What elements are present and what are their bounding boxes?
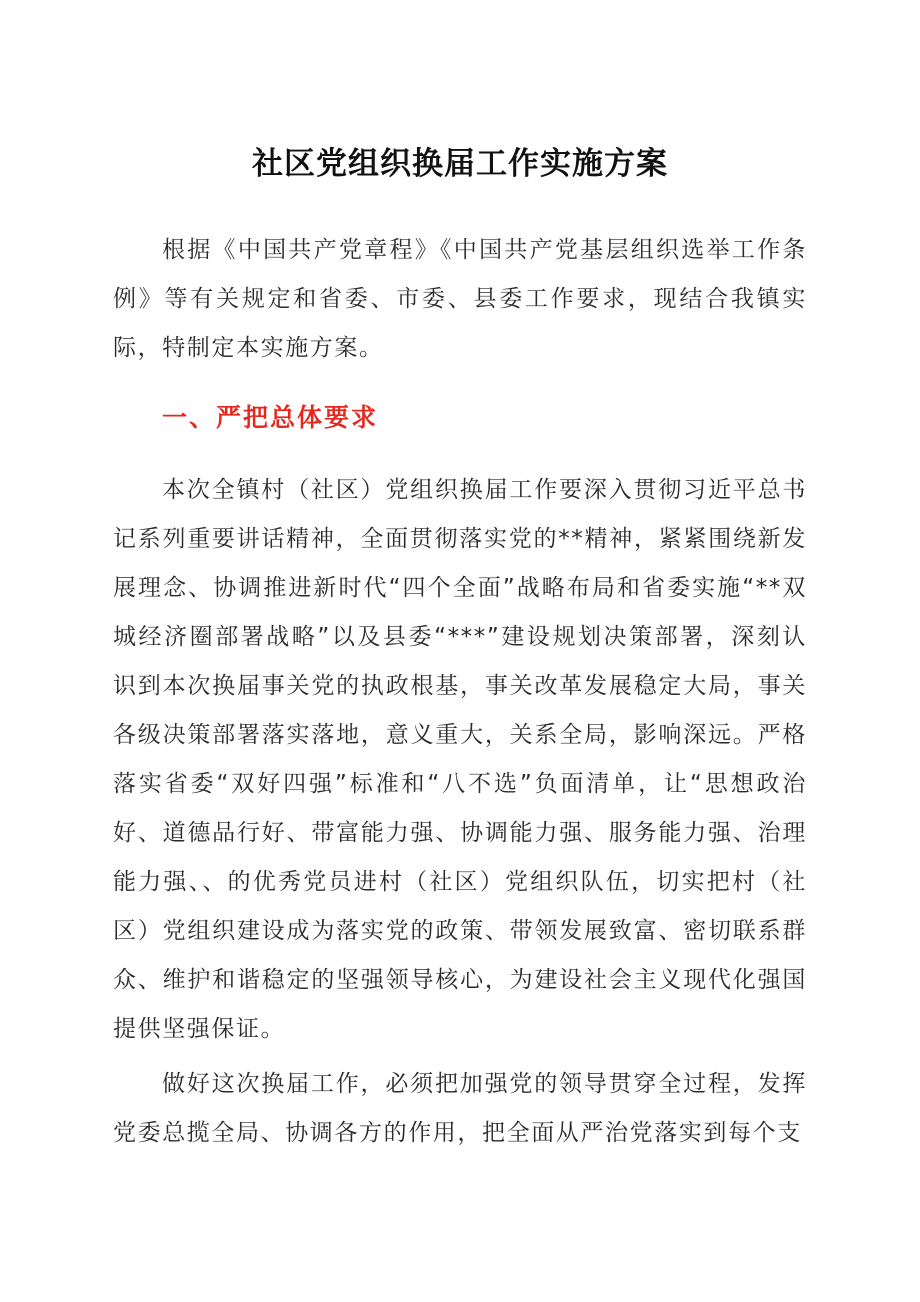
intro-paragraph: 根据《中国共产党章程》《中国共产党基层组织选举工作条例》等有关规定和省委、市委、县委工作要求，现结合我镇实际，特制定本实施方案。	[113, 237, 807, 361]
body-paragraph-2: 做好这次换届工作，必须把加强党的领导贯穿全过程，发挥党委总揽全局、协调各方的作用，把全面从严治党落实到每个支	[113, 1071, 807, 1146]
section-heading: 一、严把总体要求	[162, 403, 379, 432]
page-title: 社区党组织换届工作实施方案	[252, 146, 668, 182]
body-paragraph-1: 本次全镇村（社区）党组织换届工作要深入贯彻习近平总书记系列重要讲话精神，全面贯彻落实党的**精神，紧紧围绕新发展理念、协调推进新时代“四个全面”战略布局和省委实施“**双城经济圈部署战略”以及县委“***”建设规划决策部署，深刻认识到本次换届事关党的执政根基，事关改革发展稳定大局，事关各级决策部署落实落地，意义重大，关系全局，影响深远。严格落实省委“双好四强”标准和“八不选”负面清单，让“思想政治好、道德品行好、带富能力强、协调能力强、服务能力强、治理能力强、、的优秀党员进村（社区）党组织队伍，切实把村（社区）党组织建设成为落实党的政策、带领发展致富、密切联系群众、维护和谐稳定的坚强领导核心，为建设社会主义现代化强国提供坚强保证。	[113, 477, 807, 1042]
